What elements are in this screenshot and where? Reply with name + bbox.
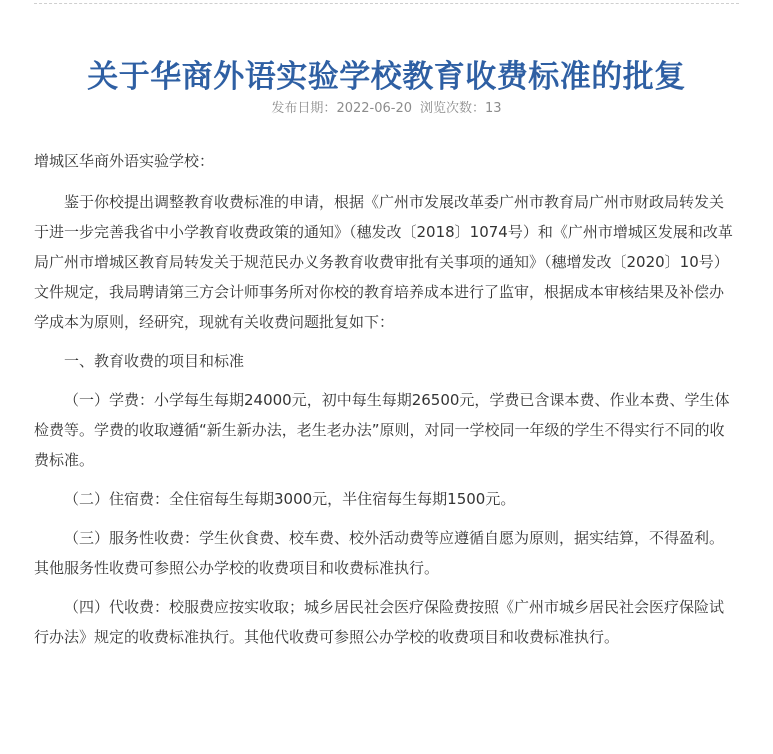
- view-count-label: 浏览次数：: [420, 101, 486, 116]
- article-body: [34, 146, 736, 661]
- paragraph-collection-fees: （四）代收费：校服费应按实收取；城乡居民社会医疗保险费按照《广州市城乡居民社会医疗保险试行办法》规定的收费标准执行。其他代收费可参照公办学校的收费项目和收费标准执行。: [34, 598, 725, 646]
- publish-date: 2022-06-20: [336, 101, 412, 116]
- top-divider: [34, 3, 739, 4]
- paragraph-intro: 鉴于你校提出调整教育收费标准的申请，根据《广州市发展改革委广州市教育局广州市财政局转发关于进一步完善我省中小学教育收费政策的通知》（穗发改〔2018〕1074号）和《广州市增城区发展和改革局广州市增城区教育局转发关于规范民办义务教育收费审批有关事项的通知》（穗增发改〔2020〕10号）文件规定，我局聘请第三方会计师事务所对你校的教育培养成本进行了监审，根据成本审核结果及补偿办学成本为原则，经研究，现就有关收费问题批复如下：: [34, 193, 733, 331]
- paragraph-tuition: （一）学费：小学每生每期24000元，初中每生每期26500元，学费已含课本费、作业本费、学生体检费等。学费的收取遵循“新生新办法，老生老办法”原则，对同一学校同一年级的学生不得实行不同的收费标准。: [34, 391, 730, 469]
- section-heading: 一、教育收费的项目和标准: [64, 352, 245, 370]
- paragraph-service-fees: （三）服务性收费：学生伙食费、校车费、校外活动费等应遵循自愿为原则，据实结算，不得盈利。其他服务性收费可参照公办学校的收费项目和收费标准执行。: [34, 529, 725, 577]
- view-count: 13: [485, 101, 502, 116]
- page-title: 关于华商外语实验学校教育收费标准的批复: [87, 58, 686, 95]
- article-meta: [0, 100, 773, 118]
- publish-date-label: 发布日期：: [271, 101, 337, 116]
- salutation: 增城区华商外语实验学校：: [34, 152, 215, 170]
- paragraph-accommodation: （二）住宿费：全住宿每生每期3000元，半住宿每生每期1500元。: [64, 490, 516, 508]
